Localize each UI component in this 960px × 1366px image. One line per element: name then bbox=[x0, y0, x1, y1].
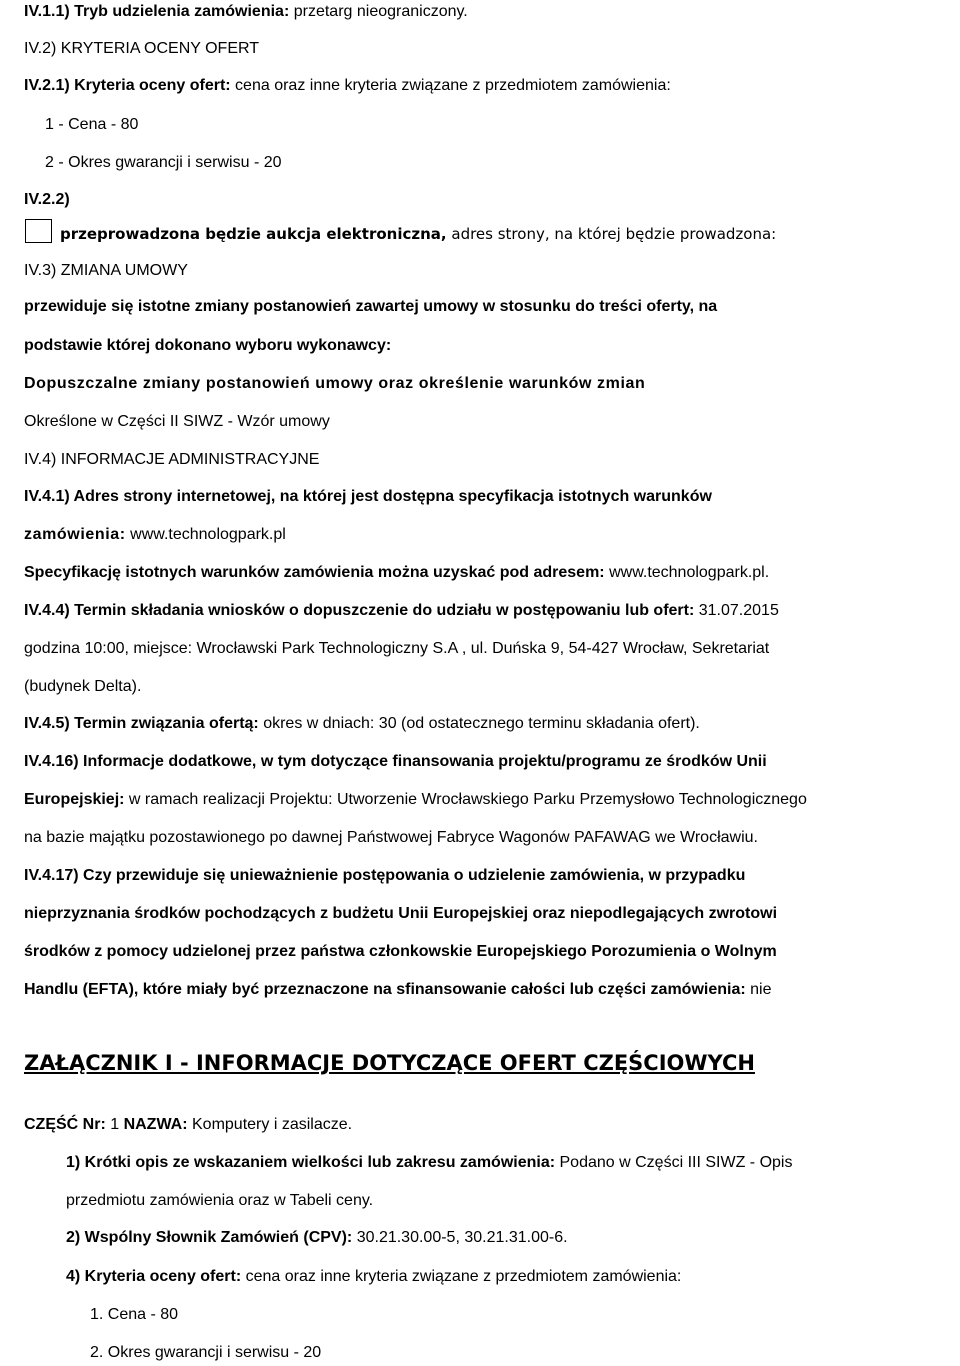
cpv-line bbox=[66, 1228, 960, 1248]
deadline-line bbox=[24, 601, 960, 621]
criterion-item-2: 2 - Okres gwarancji i serwisu - 20 bbox=[45, 154, 282, 171]
annulment-line-1: IV.4.17) Czy przewiduje się unieważnienie postępowania o udzielenie zamówienia, w przypadku bbox=[24, 867, 746, 884]
auction-heading: IV.2.2) bbox=[24, 191, 70, 208]
deadline-value: 31.07.2015 bbox=[694, 602, 779, 619]
part-number: 1 bbox=[105, 1116, 120, 1133]
attachment-title: ZAŁĄCZNIK I - INFORMACJE DOTYCZĄCE OFERT CZĘŚCIOWYCH bbox=[24, 1051, 755, 1075]
criteria-heading: IV.2) KRYTERIA OCENY OFERT bbox=[24, 40, 260, 57]
annulment-line-4 bbox=[24, 980, 960, 1000]
part-criterion-item-1: 1. Cena - 80 bbox=[90, 1306, 179, 1323]
spec-obtain-line bbox=[24, 563, 960, 583]
auction-checkbox bbox=[25, 219, 52, 243]
criterion-item-1: 1 - Cena - 80 bbox=[45, 116, 139, 133]
criteria-line bbox=[24, 76, 960, 96]
additional-info-value: w ramach realizacji Projektu: Utworzenie Wrocławskiego Parku Przemysłowo Technologicznego bbox=[124, 791, 807, 808]
contract-change-text-4: Określone w Części II SIWZ - Wzór umowy bbox=[24, 413, 330, 430]
spec-address-label: zamówienia: bbox=[24, 526, 126, 543]
criteria-value: cena oraz inne kryteria związane z przedmiotem zamówienia: bbox=[230, 77, 671, 94]
cpv-label: 2) Wspólny Słownik Zamówień (CPV): bbox=[66, 1229, 353, 1246]
short-desc-label: 1) Krótki opis ze wskazaniem wielkości lub zakresu zamówienia: bbox=[66, 1154, 556, 1171]
contract-change-text-2: podstawie której dokonano wyboru wykonawcy: bbox=[24, 337, 392, 354]
part-label: CZĘŚĆ Nr: bbox=[24, 1116, 106, 1133]
spec-address-line-1: IV.4.1) Adres strony internetowej, na której jest dostępna specyfikacja istotnych warunków bbox=[24, 488, 712, 505]
binding-term-label: IV.4.5) Termin związania ofertą: bbox=[24, 715, 259, 732]
auction-label: przeprowadzona będzie aukcja elektroniczna, bbox=[60, 225, 447, 243]
binding-term-line bbox=[24, 714, 960, 734]
additional-info-line-3: na bazie majątku pozostawionego po dawnej Państwowej Fabryce Wagonów PAFAWAG we Wrocławiu. bbox=[24, 829, 758, 846]
admin-heading: IV.4) INFORMACJE ADMINISTRACYJNE bbox=[24, 451, 320, 468]
deadline-place-cont: (budynek Delta). bbox=[24, 678, 142, 695]
contract-change-text-3: Dopuszczalne zmiany postanowień umowy oraz określenie warunków zmian bbox=[24, 375, 646, 392]
deadline-label: IV.4.4) Termin składania wniosków o dopuszczenie do udziału w postępowaniu lub ofert: bbox=[24, 602, 695, 619]
auction-line bbox=[60, 224, 960, 244]
binding-term-value: okres w dniach: 30 (od ostatecznego terminu składania ofert). bbox=[258, 715, 700, 732]
annulment-line-3: środków z pomocy udzielonej przez państwa członkowskie Europejskiego Porozumienia o Wolnym bbox=[24, 943, 777, 960]
annulment-line-2: nieprzyznania środków pochodzących z budżetu Unii Europejskiej oraz niepodlegających zwrotowi bbox=[24, 905, 778, 922]
annulment-label: Handlu (EFTA), które miały być przeznaczone na sfinansowanie całości lub części zamówienia: bbox=[24, 981, 746, 998]
part-criterion-item-2: 2. Okres gwarancji i serwisu - 20 bbox=[90, 1344, 322, 1361]
spec-address-value: www.technologpark.pl bbox=[125, 526, 286, 543]
contract-change-heading: IV.3) ZMIANA UMOWY bbox=[24, 262, 188, 279]
short-desc-cont: przedmiotu zamówienia oraz w Tabeli ceny. bbox=[66, 1192, 374, 1209]
deadline-place-line: godzina 10:00, miejsce: Wrocławski Park Technologiczny S.A , ul. Duńska 9, 54-427 Wrocław, Sekretariat bbox=[24, 640, 770, 657]
part-criteria-value: cena oraz inne kryteria związane z przedmiotem zamówienia: bbox=[241, 1268, 682, 1285]
annulment-value: nie bbox=[745, 981, 772, 998]
tender-mode-value: przetarg nieograniczony. bbox=[289, 3, 468, 20]
additional-info-line-2 bbox=[24, 790, 960, 810]
part-line bbox=[24, 1115, 960, 1135]
spec-address-line-2 bbox=[24, 525, 960, 545]
part-criteria-label: 4) Kryteria oceny ofert: bbox=[66, 1268, 242, 1285]
additional-info-label: Europejskiej: bbox=[24, 791, 125, 808]
cpv-value: 30.21.30.00-5, 30.21.31.00-6. bbox=[352, 1229, 568, 1246]
part-name-label: NAZWA: bbox=[119, 1116, 188, 1133]
auction-value: adres strony, na której będzie prowadzona: bbox=[446, 225, 777, 243]
short-desc-value: Podano w Części III SIWZ - Opis bbox=[555, 1154, 793, 1171]
short-desc-line bbox=[66, 1153, 960, 1173]
part-criteria-line bbox=[66, 1267, 960, 1287]
spec-obtain-value: www.technologpark.pl. bbox=[604, 564, 770, 581]
additional-info-line-1: IV.4.16) Informacje dodatkowe, w tym dotyczące finansowania projektu/programu ze środków Unii bbox=[24, 753, 767, 770]
part-name-value: Komputery i zasilacze. bbox=[187, 1116, 353, 1133]
spec-obtain-label: Specyfikację istotnych warunków zamówienia można uzyskać pod adresem: bbox=[24, 564, 605, 581]
tender-mode-label: IV.1.1) Tryb udzielenia zamówienia: bbox=[24, 3, 290, 20]
tender-mode-line bbox=[24, 2, 960, 22]
criteria-label: IV.2.1) Kryteria oceny ofert: bbox=[24, 77, 231, 94]
contract-change-text-1: przewiduje się istotne zmiany postanowień zawartej umowy w stosunku do treści oferty, na bbox=[24, 298, 718, 315]
